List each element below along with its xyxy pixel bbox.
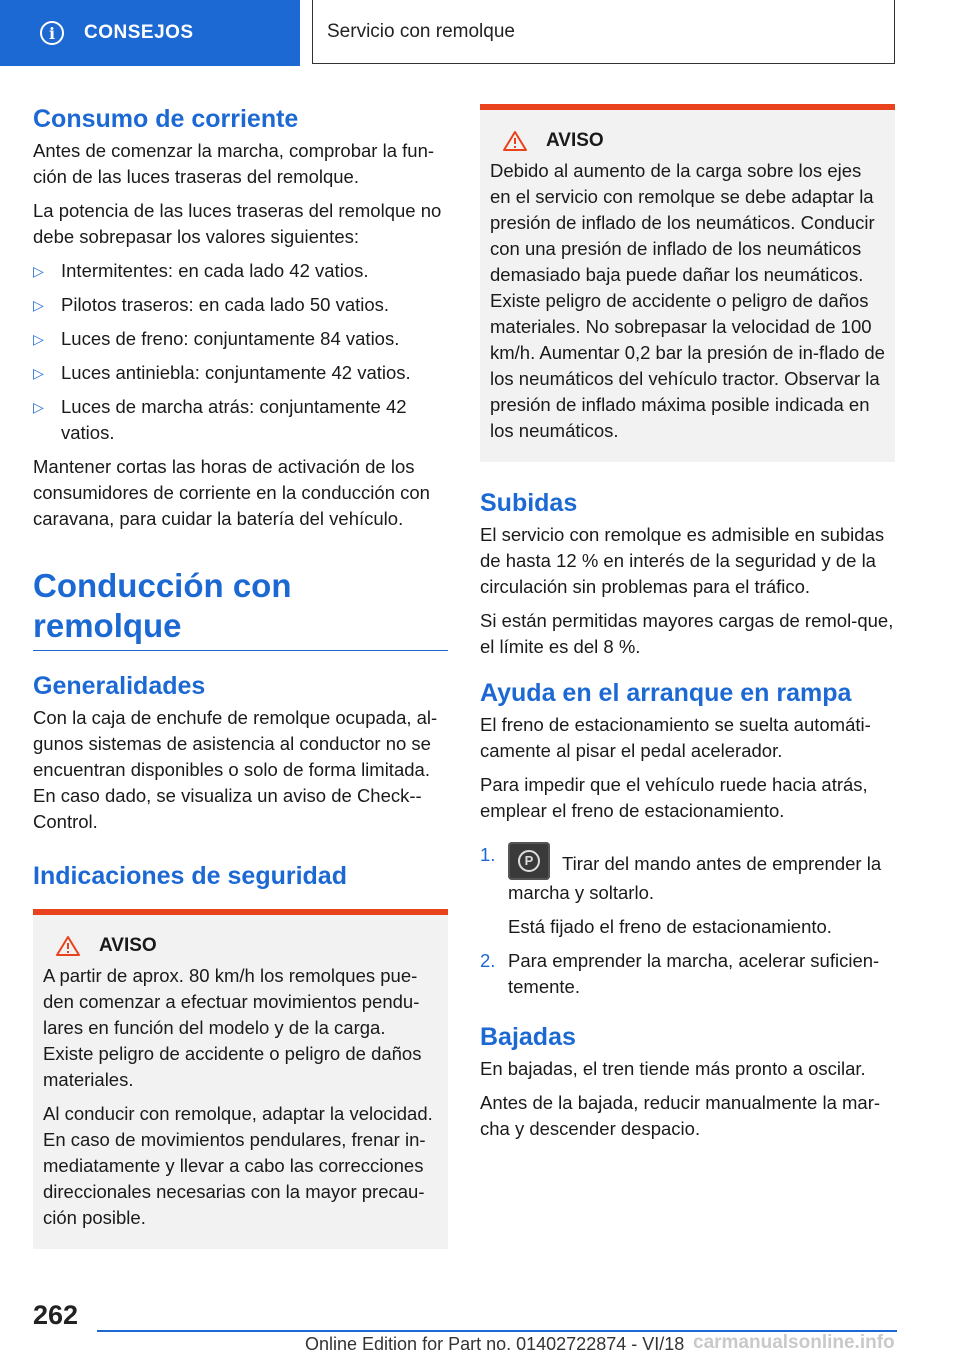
triangle-bullet-icon: ▷ bbox=[33, 331, 44, 347]
parking-brake-button-icon: P bbox=[508, 842, 550, 880]
step-number: 2. bbox=[480, 950, 496, 971]
section-tag: CONSEJOS bbox=[84, 22, 194, 43]
step-number: 1. bbox=[480, 844, 496, 865]
consumo-heading: Consumo de corriente bbox=[33, 105, 299, 133]
triangle-bullet-icon: ▷ bbox=[33, 365, 44, 381]
warning-paragraph: Debido al aumento de la carga sobre los ejes en el servicio con remolque se debe adaptar la presión de inflado de los neumáticos. Conducir con una presión de inflado de los neumáticos demasiado baja puede dañar los neumáticos. Existe peligro de accidente o peligro de daños materiales. No sobrepasar la velocidad de 100 km/h. Aumentar 0,2 bar la presión de in‐flado de los neumáticos del vehículo tractor. Observar la presión de inflado máxima posible indicada en los neumáticos. bbox=[490, 160, 885, 441]
consumo-paragraph-1: Antes de comenzar la marcha, comprobar la fun‐ción de las luces traseras del remolque. bbox=[33, 140, 435, 187]
info-icon: i bbox=[40, 21, 64, 45]
warning-label: AVISO bbox=[546, 130, 604, 151]
chapter-title-wrap bbox=[33, 566, 448, 651]
rampa-paragraph-1: El freno de estacionamiento se suelta automáti‐camente al pisar el pedal acelerador. bbox=[480, 714, 871, 761]
consumo-paragraph-2: La potencia de las luces traseras del remolque no debe sobrepasar los valores siguientes: bbox=[33, 200, 442, 247]
page-number: 262 bbox=[33, 1300, 79, 1330]
warning-paragraph-2: Al conducir con remolque, adaptar la velocidad. En caso de movimientos pendulares, frenar in‐mediatamente y llevar a cabo las correcciones direccionales necesarias con la mayor precau‐ción posible. bbox=[43, 1103, 433, 1228]
chapter-title: Conducción con remolque bbox=[33, 567, 292, 644]
warning-triangle-icon bbox=[55, 935, 81, 957]
consumo-paragraph-3: Mantener cortas las horas de activación de los consumidores de corriente en la conducción con caravana, para cuidar la batería del vehículo. bbox=[33, 456, 430, 529]
list-item: 2. Para emprender la marcha, acelerar suficien‐temente. bbox=[480, 950, 880, 997]
section-tab[interactable] bbox=[0, 0, 300, 66]
warning-box bbox=[33, 909, 448, 1249]
right-column bbox=[480, 104, 895, 1150]
list-item: ▷ Intermitentes: en cada lado 42 vatios. bbox=[33, 258, 448, 284]
watermark: carmanualsonline.info bbox=[693, 1332, 895, 1353]
bajadas-paragraph-2: Antes de la bajada, reducir manualmente la mar‐cha y descender despacio. bbox=[480, 1092, 881, 1139]
warning-title bbox=[490, 130, 885, 152]
warning-title bbox=[43, 935, 438, 957]
page-topic: Servicio con remolque bbox=[312, 0, 895, 64]
warning-label: AVISO bbox=[99, 935, 157, 956]
subidas-heading: Subidas bbox=[480, 489, 578, 517]
warning-paragraph-1: A partir de aprox. 80 km/h los remolques pue‐den comenzar a efectuar movimientos pendu‐lares en función del modelo y de la carga. Existe peligro de accidente o peligro de daños materiales. bbox=[43, 965, 422, 1090]
subidas-paragraph-1: El servicio con remolque es admisible en subidas de hasta 12 % en interés de la seguridad y de la circulación sin problemas para el tráfico. bbox=[480, 524, 885, 597]
warning-box bbox=[480, 104, 895, 462]
power-list bbox=[33, 258, 448, 446]
list-item: ▷ Pilotos traseros: en cada lado 50 vatios. bbox=[33, 292, 448, 318]
steps-list bbox=[480, 842, 895, 1000]
list-item: ▷ Luces de freno: conjuntamente 84 vatios. bbox=[33, 326, 448, 352]
generalidades-paragraph: Con la caja de enchufe de remolque ocupada, al‐gunos sistemas de asistencia al conductor no se encuentran disponibles o solo de forma limitada. En caso dado, se visualiza un aviso de Check-‐Control. bbox=[33, 707, 438, 832]
left-column bbox=[33, 104, 448, 1249]
bajadas-heading: Bajadas bbox=[480, 1023, 576, 1051]
seguridad-heading: Indicaciones de seguridad bbox=[33, 862, 347, 890]
rampa-paragraph-2: Para impedir que el vehículo ruede hacia atrás, emplear el freno de estacionamiento. bbox=[480, 774, 868, 821]
step-note: Está fijado el freno de estacionamiento. bbox=[508, 916, 832, 937]
triangle-bullet-icon: ▷ bbox=[33, 297, 44, 313]
generalidades-heading: Generalidades bbox=[33, 672, 206, 700]
list-item: ▷ Luces de marcha atrás: conjuntamente 42 vatios. bbox=[33, 396, 407, 443]
bajadas-paragraph-1: En bajadas, el tren tiende más pronto a oscilar. bbox=[480, 1058, 866, 1079]
warning-triangle-icon bbox=[502, 130, 528, 152]
list-item: 1. P Tirar del mando antes de emprender la marcha y soltarlo. Está fijado el freno de estacionamiento. bbox=[480, 842, 895, 940]
triangle-bullet-icon: ▷ bbox=[33, 263, 44, 279]
rampa-heading: Ayuda en el arranque en rampa bbox=[480, 679, 852, 707]
subidas-paragraph-2: Si están permitidas mayores cargas de remol‐que, el límite es del 8 %. bbox=[480, 610, 894, 657]
list-item: ▷ Luces antiniebla: conjuntamente 42 vatios. bbox=[33, 360, 448, 386]
triangle-bullet-icon: ▷ bbox=[33, 399, 44, 415]
edition-text: Online Edition for Part no. 01402722874 - VI/18 bbox=[305, 1334, 685, 1354]
